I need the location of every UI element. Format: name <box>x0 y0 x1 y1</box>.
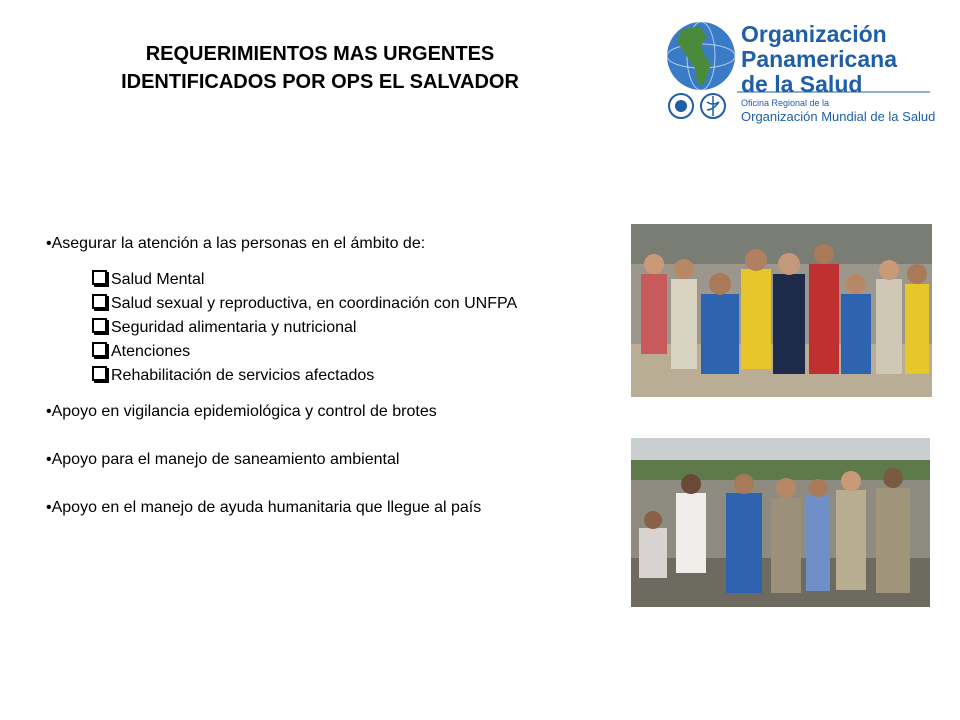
sub-item-text: Salud sexual y reproductiva, en coordinación con UNFPA <box>111 295 518 312</box>
logo-subtitle-line-2: Organización Mundial de la Salud <box>741 109 936 124</box>
sub-item-text: Seguridad alimentaria y nutricional <box>111 319 357 336</box>
logo-name-line-1: Organización <box>741 21 887 47</box>
logo-name <box>741 22 941 97</box>
photo-field-team-1 <box>631 224 932 397</box>
sub-item-text: Rehabilitación de servicios afectados <box>111 367 375 384</box>
slide-content <box>46 232 615 520</box>
who-emblem-icon <box>701 94 725 118</box>
globe-icon <box>667 22 735 90</box>
logo-subtitle-line-1: Oficina Regional de la <box>741 98 830 108</box>
slide-title <box>40 40 600 96</box>
logo-subtitle <box>741 98 941 124</box>
sub-item <box>92 316 615 340</box>
logo-name-line-3: de la Salud <box>741 71 863 97</box>
slide-title-line-2: IDENTIFICADOS POR OPS EL SALVADOR <box>121 71 519 93</box>
bullet-ayuda-humanitaria: • Apoyo en el manejo de ayuda humanitaria que llegue al país <box>46 496 615 520</box>
checkbox-bullet-icon <box>92 318 107 333</box>
sub-item <box>92 292 615 316</box>
bullet-saneamiento: • Apoyo para el manejo de saneamiento ambiental <box>46 448 615 472</box>
checkbox-bullet-icon <box>92 294 107 309</box>
bullet-intro: • Asegurar la atención a las personas en el ámbito de: <box>46 232 615 256</box>
photo-field-team-2 <box>631 438 930 607</box>
sub-item-text: Salud Mental <box>111 271 205 288</box>
bullet-vigilancia: • Apoyo en vigilancia epidemiológica y control de brotes <box>46 400 615 424</box>
sub-list <box>92 268 615 388</box>
paho-seal-icon <box>669 94 693 118</box>
logo-name-line-2: Panamericana <box>741 46 897 72</box>
checkbox-bullet-icon <box>92 342 107 357</box>
checkbox-bullet-icon <box>92 366 107 381</box>
checkbox-bullet-icon <box>92 270 107 285</box>
sub-item <box>92 340 615 364</box>
sub-item-text: Atenciones <box>111 343 191 360</box>
slide-title-line-1: REQUERIMIENTOS MAS URGENTES <box>145 43 495 65</box>
sub-item <box>92 364 615 388</box>
sub-item <box>92 268 615 292</box>
